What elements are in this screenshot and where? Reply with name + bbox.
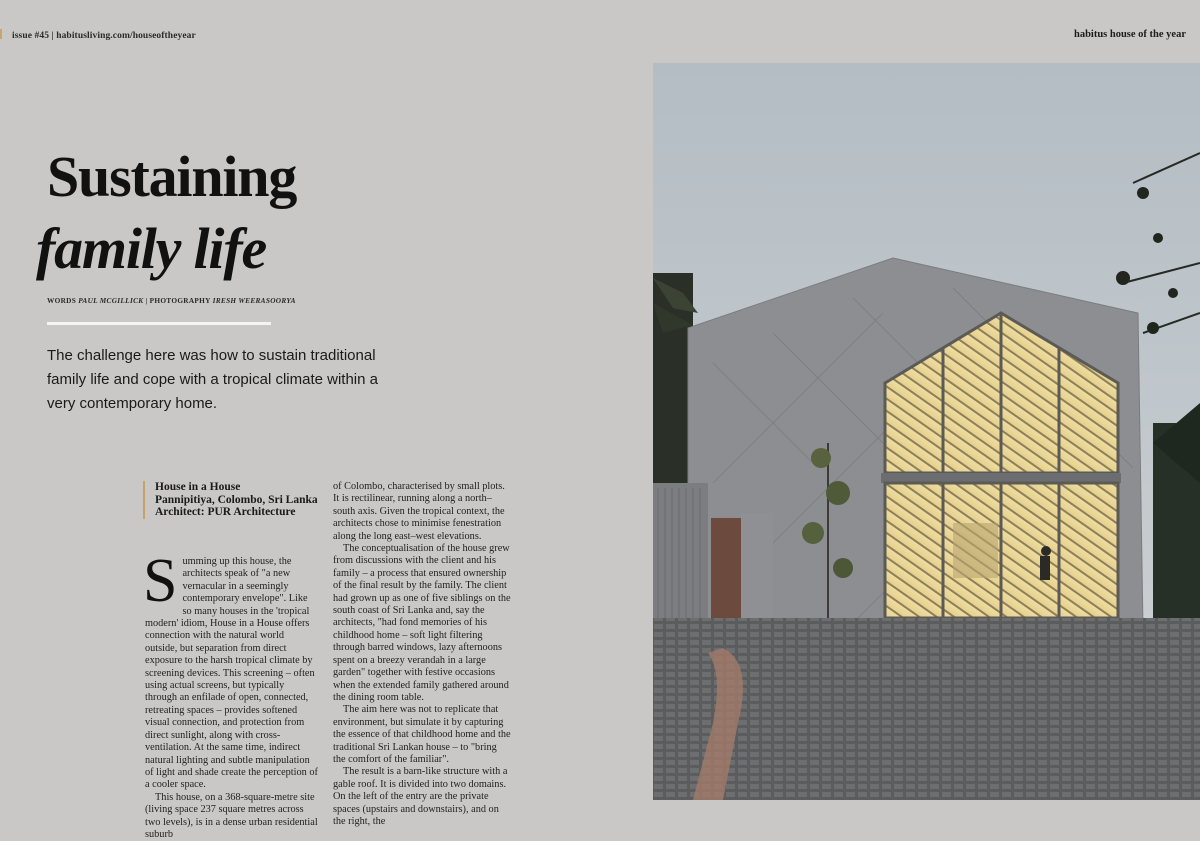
project-location: Pannipitiya, Colombo, Sri Lanka (155, 493, 318, 506)
house-photograph (653, 63, 1200, 800)
gold-tick-mark (0, 29, 2, 39)
body-paragraph: The aim here was not to replicate that environment, but simulate it by capturing the essence of that childhood home and the traditional Sri Lankan house – to "bring the comfort of the familiar". (333, 704, 511, 765)
byline (47, 296, 296, 305)
byline-separator: | (145, 296, 148, 305)
headline-line-1: Sustaining (47, 144, 297, 209)
project-info-box (143, 481, 318, 519)
words-label: WORDS (47, 296, 77, 305)
author-name: PAUL MCGILLICK (78, 296, 144, 305)
house-photo-illustration (653, 63, 1200, 800)
body-paragraph: This house, on a 368-square-metre site (living space 237 square metres across two levels), is in a dense urban residential suburb (145, 791, 318, 840)
body-column-2 (333, 481, 511, 828)
headline-line-2: family life (36, 216, 266, 281)
drop-cap: S (143, 547, 178, 615)
photography-label: PHOTOGRAPHY (149, 296, 211, 305)
project-architect: Architect: PUR Architecture (155, 506, 296, 518)
title-divider (47, 322, 271, 325)
running-header-right: habitus house of the year (1073, 29, 1186, 40)
body-paragraph: The conceptualisation of the house grew from discussions with the client and his family – a process that ensured ownership of the final result by the family. The client had grown up as one of five siblings on the south coast of Sri Lanka and, say the architects, "had fond memories of his childhood home – soft light filtering through barred windows, lazy afternoons spent on a breezy verandah in a large garden" together with festive occasions when the extended family gathered around the dining room table. (333, 543, 511, 703)
body-paragraph: umming up this house, the architects speak of "a new vernacular in a seemingly contemporary envelope". Like so many houses in the 'tropical modern' idiom, House in a House offers connection with the natural world outside, but separation from direct exposure to the harsh tropical climate by screening devices. This screening – often using actual screens, but typically through an enfilade of open, connected, retreating spaces – provides softened visual connection, and protection from direct sunlight, along with cross-ventilation. At the same time, indirect natural lighting and subtle manipulation of light and shade create the perception of a cooler space. (145, 556, 318, 791)
body-paragraph: of Colombo, characterised by small plots. It is rectilinear, running along a north–south axis. Given the tropical context, the architects chose to minimise fenestration along the long east–west elevations. (333, 481, 505, 542)
project-name: House in a House (155, 481, 241, 493)
standfirst: The challenge here was how to sustain traditional family life and cope with a tropical climate within a very contemporary home. (47, 347, 378, 412)
running-header-left (0, 29, 196, 41)
photographer-name: IRESH WEERASOORYA (212, 296, 296, 305)
body-column-1 (143, 547, 318, 841)
body-paragraph: The result is a barn-like structure with a gable roof. It is divided into two domains. On the left of the entry are the private spaces (upstairs and downstairs), and on the right, the (333, 766, 508, 827)
issue-reference: issue #45 | habitusliving.com/houseoftheyear (12, 31, 196, 41)
